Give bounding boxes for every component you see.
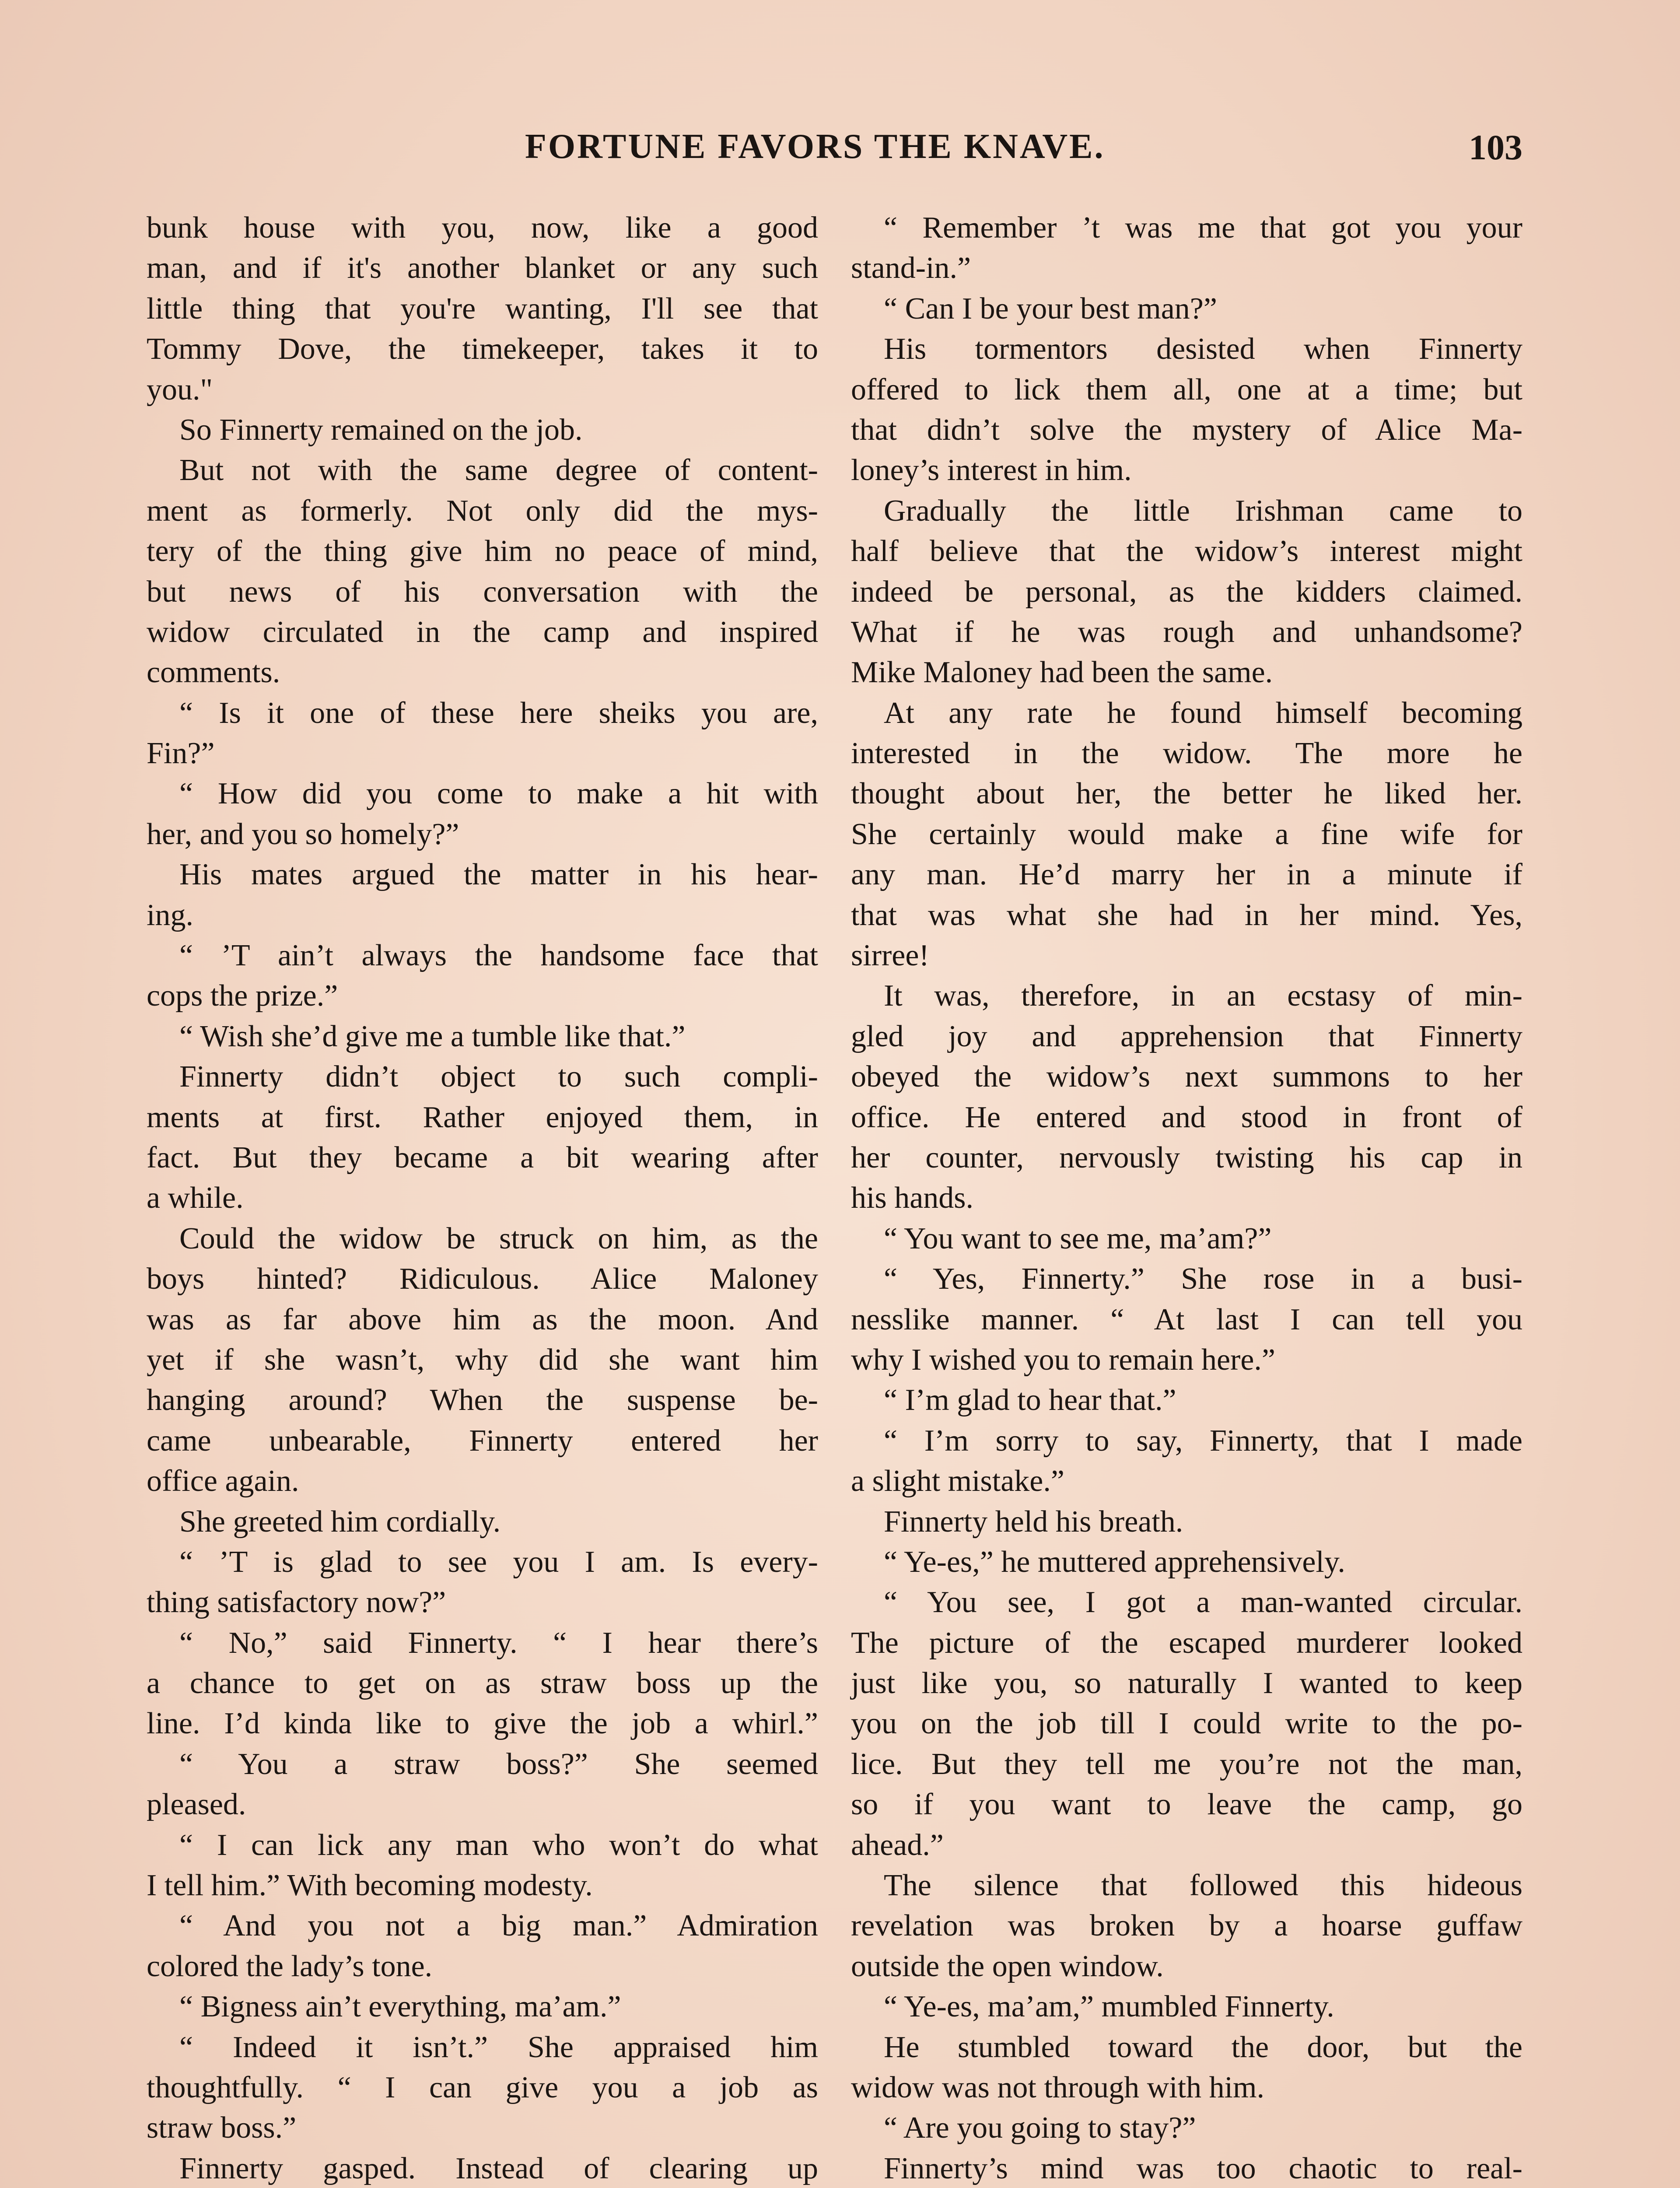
text-line: widow was not through with him. <box>851 2070 1264 2104</box>
text-line: “ I can lick any man who won’t do what <box>179 1828 818 1862</box>
text-line: Finnerty didn’t object to such compli- <box>179 1060 818 1094</box>
text-line: comments. <box>147 656 280 690</box>
text-line: but news of his conversation with the <box>147 575 818 609</box>
page-number: 103 <box>1469 127 1522 167</box>
text-line: thoughtfully. “ I can give you a job as <box>147 2070 818 2104</box>
text-line: Could the widow be struck on him, as the <box>179 1221 818 1255</box>
text-line: gled joy and apprehension that Finnerty <box>851 1019 1522 1053</box>
text-line: office. He entered and stood in front of <box>851 1100 1522 1134</box>
text-line: “ Remember ’t was me that got you your <box>884 211 1522 245</box>
text-line: His tormentors desisted when Finnerty <box>884 332 1522 366</box>
text-line: “ Yes, Finnerty.” She rose in a busi- <box>884 1262 1522 1296</box>
text-line: He stumbled toward the door, but the <box>884 2030 1522 2064</box>
text-line: “ You a straw boss?” She seemed <box>179 1747 818 1781</box>
text-line: I tell him.” With becoming modesty. <box>147 1869 593 1903</box>
text-line: boys hinted? Ridiculous. Alice Maloney <box>147 1262 818 1296</box>
text-line: “ Are you going to stay?” <box>884 2111 1196 2145</box>
text-line: that was what she had in her mind. Yes, <box>851 898 1522 932</box>
text-line: “ Is it one of these here sheiks you are, <box>179 696 818 730</box>
text-line: Finnerty held his breath. <box>884 1504 1183 1539</box>
text-line: office again. <box>147 1464 299 1498</box>
text-line: “ How did you come to make a hit with <box>179 777 818 811</box>
text-line: straw boss.” <box>147 2111 297 2145</box>
text-line: her counter, nervously twisting his cap in <box>851 1140 1522 1175</box>
text-line: loney’s interest in him. <box>851 453 1132 487</box>
text-line: Finnerty gasped. Instead of clearing up <box>179 2151 818 2185</box>
text-line: “ I’m sorry to say, Finnerty, that I made <box>884 1424 1522 1458</box>
text-line: man, and if it's another blanket or any such <box>147 251 818 285</box>
text-line: thought about her, the better he liked her. <box>851 777 1522 811</box>
text-line: any man. He’d marry her in a minute if <box>851 858 1522 892</box>
right-text-column <box>851 208 1522 2188</box>
text-line: She certainly would make a fine wife for <box>851 817 1522 851</box>
text-line: interested in the widow. The more he <box>851 736 1522 771</box>
text-line: “ ’T is glad to see you I am. Is every- <box>179 1545 818 1579</box>
text-line: little thing that you're wanting, I'll see that <box>147 291 818 326</box>
text-line: Mike Maloney had been the same. <box>851 656 1273 690</box>
text-line: Tommy Dove, the timekeeper, takes it to <box>147 332 818 366</box>
text-line: indeed be personal, as the kidders claimed. <box>851 575 1522 609</box>
text-line: hanging around? When the suspense be- <box>147 1383 818 1417</box>
text-line: revelation was broken by a hoarse guffaw <box>851 1909 1522 1943</box>
text-line: “ Ye-es,” he muttered apprehensively. <box>884 1545 1345 1579</box>
text-line: sirree! <box>851 939 929 973</box>
text-line: half believe that the widow’s interest might <box>851 534 1522 568</box>
text-line: So Finnerty remained on the job. <box>179 413 583 447</box>
text-line: ments at first. Rather enjoyed them, in <box>147 1100 818 1134</box>
text-line: It was, therefore, in an ecstasy of min- <box>884 979 1522 1013</box>
text-line: you." <box>147 372 213 407</box>
text-line: fact. But they became a bit wearing after <box>147 1140 818 1175</box>
text-line: The picture of the escaped murderer looked <box>851 1626 1522 1660</box>
text-line: tery of the thing give him no peace of mind, <box>147 534 818 568</box>
text-line: What if he was rough and unhandsome? <box>851 615 1522 649</box>
text-line: a chance to get on as straw boss up the <box>147 1666 818 1701</box>
running-head <box>144 127 1522 175</box>
text-line: his hands. <box>851 1181 973 1215</box>
text-line: “ Bigness ain’t everything, ma’am.” <box>179 1990 621 2024</box>
text-line: bunk house with you, now, like a good <box>147 211 818 245</box>
text-line: ing. <box>147 898 193 932</box>
text-line: nesslike manner. “ At last I can tell you <box>851 1302 1522 1336</box>
text-line: a slight mistake.” <box>851 1464 1064 1498</box>
text-line: “ You want to see me, ma’am?” <box>884 1221 1272 1255</box>
text-line: “ No,” said Finnerty. “ I hear there’s <box>179 1626 818 1660</box>
text-line: you on the job till I could write to the po- <box>851 1707 1522 1741</box>
text-line: was as far above him as the moon. And <box>147 1302 818 1336</box>
text-line: ahead.” <box>851 1828 944 1862</box>
text-line: “ And you not a big man.” Admiration <box>179 1909 818 1943</box>
text-line: The silence that followed this hideous <box>884 1869 1522 1903</box>
text-line: obeyed the widow’s next summons to her <box>851 1060 1522 1094</box>
text-line: Gradually the little Irishman came to <box>884 494 1522 528</box>
text-line: thing satisfactory now?” <box>147 1585 446 1620</box>
text-line: “ Can I be your best man?” <box>884 291 1217 326</box>
text-line: “ I’m glad to hear that.” <box>884 1383 1176 1417</box>
left-text-column <box>147 208 818 2188</box>
text-line: line. I’d kinda like to give the job a whirl.” <box>147 1707 818 1741</box>
text-line: that didn’t solve the mystery of Alice Ma- <box>851 413 1522 447</box>
text-line: a while. <box>147 1181 244 1215</box>
text-line: colored the lady’s tone. <box>147 1949 433 1983</box>
text-line: His mates argued the matter in his hear- <box>179 858 818 892</box>
text-line: why I wished you to remain here.” <box>851 1343 1275 1377</box>
text-line: yet if she wasn’t, why did she want him <box>147 1343 818 1377</box>
text-line: stand-in.” <box>851 251 971 285</box>
text-line: “ Indeed it isn’t.” She appraised him <box>179 2030 818 2064</box>
text-line: “ Ye-es, ma’am,” mumbled Finnerty. <box>884 1990 1334 2024</box>
text-line: “ ’T ain’t always the handsome face that <box>179 939 818 973</box>
text-line: ment as formerly. Not only did the mys- <box>147 494 818 528</box>
text-line: lice. But they tell me you’re not the man, <box>851 1747 1522 1781</box>
text-line: just like you, so naturally I wanted to keep <box>851 1666 1522 1701</box>
text-line: widow circulated in the camp and inspired <box>147 615 818 649</box>
text-line: But not with the same degree of content- <box>179 453 818 487</box>
text-line: At any rate he found himself becoming <box>884 696 1522 730</box>
text-line: cops the prize.” <box>147 979 338 1013</box>
text-line: Finnerty’s mind was too chaotic to real- <box>884 2151 1522 2185</box>
text-line: Fin?” <box>147 736 215 771</box>
text-line: She greeted him cordially. <box>179 1504 501 1539</box>
text-line: her, and you so homely?” <box>147 817 459 851</box>
text-line: “ You see, I got a man-wanted circular. <box>884 1585 1522 1620</box>
text-line: “ Wish she’d give me a tumble like that.” <box>179 1019 686 1053</box>
running-title: FORTUNE FAVORS THE KNAVE. <box>525 127 1105 166</box>
text-line: pleased. <box>147 1788 246 1822</box>
text-line: outside the open window. <box>851 1949 1164 1983</box>
text-line: came unbearable, Finnerty entered her <box>147 1424 818 1458</box>
text-line: so if you want to leave the camp, go <box>851 1788 1522 1822</box>
text-line: offered to lick them all, one at a time; but <box>851 372 1522 407</box>
